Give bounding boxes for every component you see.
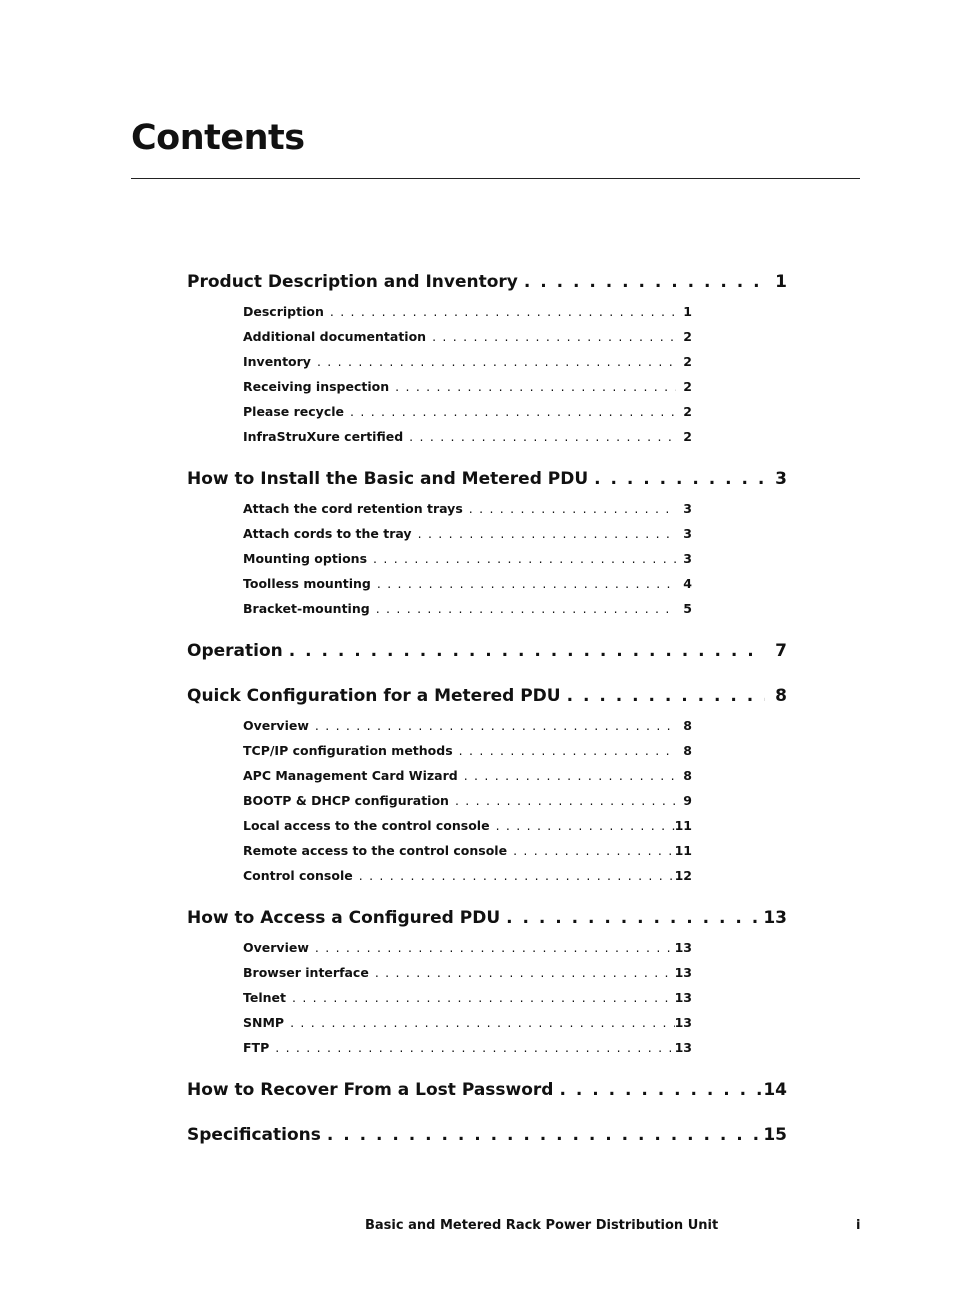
toc-section: [187, 686, 787, 893]
toc-subentry-list: [243, 501, 692, 626]
toc-chapter-entry[interactable]: [187, 1080, 787, 1110]
toc-subentry-title: Inventory: [243, 354, 311, 369]
toc-chapter-page: 13: [763, 908, 787, 928]
dot-leader: [507, 843, 675, 858]
toc-chapter-page: 8: [775, 686, 787, 706]
toc-subentry-page: 9: [683, 793, 692, 808]
dot-leader: [463, 501, 676, 516]
toc-chapter-title: Product Description and Inventory: [187, 272, 518, 292]
toc-subentry-list: [243, 718, 692, 893]
toc-subentry-title: Browser interface: [243, 965, 369, 980]
title-divider: [131, 178, 860, 179]
toc-subentry-page: 13: [674, 1015, 692, 1030]
toc-subentry-title: Overview: [243, 718, 309, 733]
toc-subentry[interactable]: [243, 768, 692, 793]
toc-subentry[interactable]: [243, 793, 692, 818]
dot-leader: [321, 1125, 763, 1145]
dot-leader: [269, 1040, 674, 1055]
toc-subentry-page: 3: [683, 526, 692, 541]
toc-chapter-entry[interactable]: [187, 272, 787, 302]
footer-page-number: i: [856, 1218, 861, 1233]
toc-subentry[interactable]: [243, 1015, 692, 1040]
toc-subentry-title: Description: [243, 304, 324, 319]
dot-leader: [344, 404, 676, 419]
table-of-contents: [187, 272, 787, 1155]
toc-chapter-page: 15: [763, 1125, 787, 1145]
dot-leader: [500, 908, 763, 928]
dot-leader: [389, 379, 676, 394]
dot-leader: [453, 743, 676, 758]
toc-subentry[interactable]: [243, 843, 692, 868]
toc-section: [187, 272, 787, 454]
toc-subentry-page: 13: [674, 965, 692, 980]
toc-subentry[interactable]: [243, 965, 692, 990]
toc-subentry-title: Attach cords to the tray: [243, 526, 412, 541]
toc-subentry[interactable]: [243, 354, 692, 379]
dot-leader: [458, 768, 676, 783]
toc-subentry[interactable]: [243, 501, 692, 526]
toc-subentry[interactable]: [243, 404, 692, 429]
toc-subentry[interactable]: [243, 526, 692, 551]
toc-subentry-title: Attach the cord retention trays: [243, 501, 463, 516]
toc-chapter-entry[interactable]: [187, 1125, 787, 1155]
toc-subentry-page: 11: [674, 843, 692, 858]
toc-subentry[interactable]: [243, 304, 692, 329]
toc-subentry[interactable]: [243, 576, 692, 601]
dot-leader: [309, 718, 676, 733]
toc-subentry-title: TCP/IP configuration methods: [243, 743, 453, 758]
dot-leader: [309, 940, 675, 955]
toc-subentry-title: Please recycle: [243, 404, 345, 419]
toc-subentry-page: 13: [674, 990, 692, 1005]
toc-chapter-title: How to Recover From a Lost Password: [187, 1080, 554, 1100]
toc-subentry-list: [243, 940, 692, 1065]
toc-chapter-entry[interactable]: [187, 469, 787, 499]
page-title: Contents: [131, 118, 305, 158]
toc-subentry[interactable]: [243, 429, 692, 454]
dot-leader: [403, 429, 676, 444]
toc-subentry-title: Receiving inspection: [243, 379, 390, 394]
dot-leader: [588, 469, 765, 489]
footer-document-title: Basic and Metered Rack Power Distribution Unit: [365, 1218, 719, 1233]
toc-section: [187, 1080, 787, 1110]
toc-chapter-title: Quick Configuration for a Metered PDU: [187, 686, 561, 706]
toc-subentry-page: 3: [683, 551, 692, 566]
toc-section: [187, 908, 787, 1065]
toc-subentry-title: SNMP: [243, 1015, 285, 1030]
toc-subentry[interactable]: [243, 940, 692, 965]
toc-subentry[interactable]: [243, 329, 692, 354]
toc-subentry-title: Control console: [243, 868, 353, 883]
toc-chapter-entry[interactable]: [187, 686, 787, 716]
dot-leader: [283, 641, 765, 661]
toc-chapter-page: 1: [775, 272, 787, 292]
toc-subentry-title: Overview: [243, 940, 309, 955]
toc-subentry-title: Toolless mounting: [243, 576, 371, 591]
toc-subentry-title: Remote access to the control console: [243, 843, 508, 858]
toc-subentry-page: 2: [683, 379, 692, 394]
toc-chapter-page: 7: [775, 641, 787, 661]
toc-subentry-title: Local access to the control console: [243, 818, 490, 833]
toc-subentry[interactable]: [243, 868, 692, 893]
toc-subentry-page: 4: [683, 576, 692, 591]
toc-chapter-entry[interactable]: [187, 908, 787, 938]
toc-subentry-page: 1: [683, 304, 692, 319]
dot-leader: [449, 793, 676, 808]
dot-leader: [369, 965, 675, 980]
toc-subentry-title: BOOTP & DHCP configuration: [243, 793, 449, 808]
dot-leader: [371, 576, 676, 591]
toc-subentry-page: 11: [674, 818, 692, 833]
dot-leader: [518, 272, 765, 292]
toc-subentry-title: InfraStruXure certified: [243, 429, 404, 444]
toc-subentry-page: 12: [674, 868, 692, 883]
toc-subentry-title: Additional documentation: [243, 329, 427, 344]
toc-subentry-title: Telnet: [243, 990, 286, 1005]
dot-leader: [490, 818, 675, 833]
dot-leader: [284, 1015, 675, 1030]
toc-section: [187, 641, 787, 671]
toc-section: [187, 469, 787, 626]
toc-subentry[interactable]: [243, 1040, 692, 1065]
dot-leader: [311, 354, 676, 369]
dot-leader: [412, 526, 676, 541]
toc-chapter-page: 14: [763, 1080, 787, 1100]
dot-leader: [286, 990, 675, 1005]
toc-subentry[interactable]: [243, 818, 692, 843]
toc-subentry-list: [243, 304, 692, 454]
toc-subentry-page: 13: [674, 940, 692, 955]
toc-subentry-page: 5: [683, 601, 692, 616]
toc-subentry[interactable]: [243, 718, 692, 743]
toc-subentry-page: 8: [683, 768, 692, 783]
toc-subentry[interactable]: [243, 601, 692, 626]
toc-chapter-title: How to Install the Basic and Metered PDU: [187, 469, 589, 489]
dot-leader: [553, 1080, 763, 1100]
toc-subentry[interactable]: [243, 551, 692, 576]
toc-subentry[interactable]: [243, 990, 692, 1015]
toc-subentry-title: Mounting options: [243, 551, 368, 566]
toc-subentry-page: 8: [683, 743, 692, 758]
toc-subentry-page: 2: [683, 354, 692, 369]
dot-leader: [353, 868, 675, 883]
toc-subentry-page: 8: [683, 718, 692, 733]
toc-subentry[interactable]: [243, 743, 692, 768]
toc-chapter-page: 3: [775, 469, 787, 489]
dot-leader: [367, 551, 676, 566]
dot-leader: [426, 329, 676, 344]
toc-subentry-title: APC Management Card Wizard: [243, 768, 458, 783]
dot-leader: [324, 304, 676, 319]
toc-subentry-title: FTP: [243, 1040, 270, 1055]
toc-section: [187, 1125, 787, 1155]
toc-chapter-entry[interactable]: [187, 641, 787, 671]
toc-chapter-title: Operation: [187, 641, 283, 661]
dot-leader: [370, 601, 676, 616]
dot-leader: [561, 686, 765, 706]
toc-subentry[interactable]: [243, 379, 692, 404]
toc-chapter-title: Specifications: [187, 1125, 321, 1145]
toc-subentry-title: Bracket-mounting: [243, 601, 370, 616]
toc-subentry-page: 3: [683, 501, 692, 516]
toc-subentry-page: 2: [683, 429, 692, 444]
toc-subentry-page: 2: [683, 329, 692, 344]
toc-subentry-page: 2: [683, 404, 692, 419]
toc-chapter-title: How to Access a Configured PDU: [187, 908, 501, 928]
toc-subentry-page: 13: [674, 1040, 692, 1055]
